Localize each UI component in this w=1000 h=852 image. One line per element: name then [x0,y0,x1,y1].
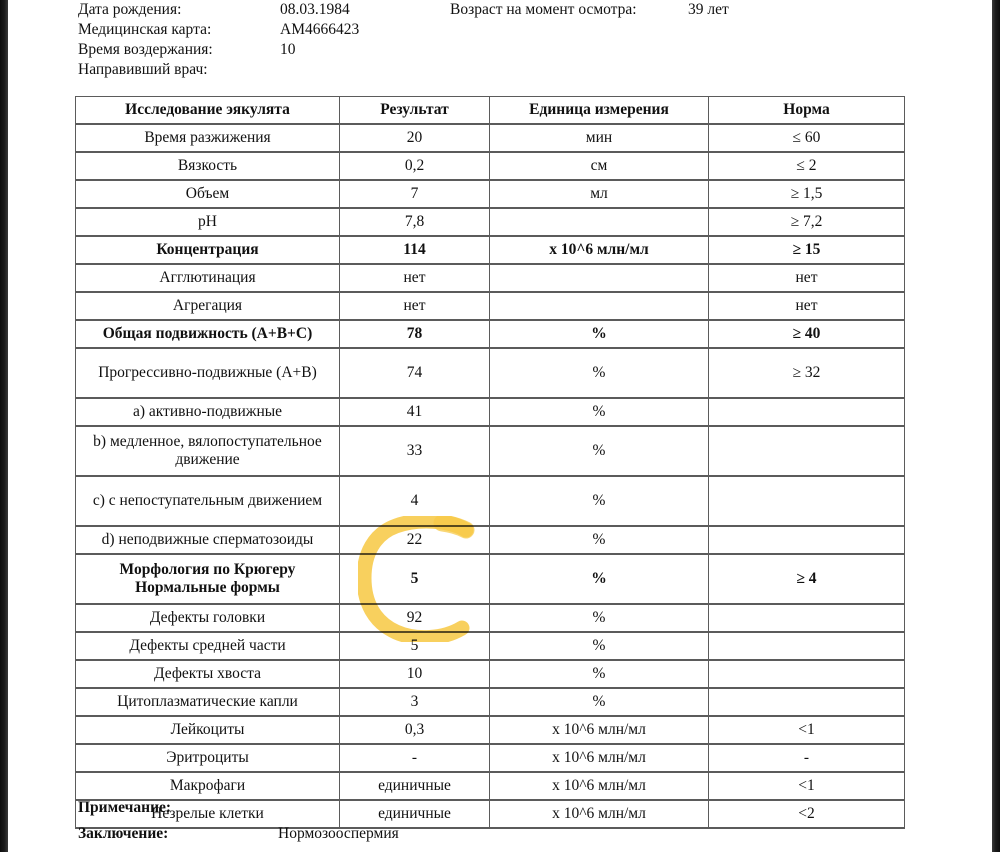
cell-analysis-name: a) активно-подвижные [76,398,340,426]
cell-result: нет [340,292,490,320]
cell-result: 0,2 [340,152,490,180]
cell-analysis-name: Агглютинация [76,264,340,292]
table-row [76,426,905,476]
birthdate-value: 08.03.1984 [280,1,350,18]
cell-result: 33 [340,426,490,476]
cell-norm [709,660,905,688]
cell-result: нет [340,264,490,292]
cell-result: 78 [340,320,490,348]
cell-norm [709,526,905,554]
cell-analysis-name: Незрелые клетки [76,800,340,828]
cell-unit: см [490,152,709,180]
cell-analysis-name: Агрегация [76,292,340,320]
cell-unit: % [490,320,709,348]
cell-unit: x 10^6 млн/мл [490,800,709,828]
cell-analysis-name: Дефекты средней части [76,632,340,660]
cell-unit [490,264,709,292]
patient-meta-block [78,0,908,80]
col-header-unit: Единица измерения [490,97,709,125]
cell-unit: % [490,688,709,716]
note-label: Примечание: [78,799,172,816]
table-row [76,348,905,398]
cell-unit: % [490,660,709,688]
cell-norm [709,632,905,660]
cell-result: 10 [340,660,490,688]
conclusion-value: Нормозооспермия [278,825,399,842]
table-row [76,180,905,208]
table-row [76,208,905,236]
cell-unit [490,208,709,236]
age-label: Возраст на момент осмотра: [450,1,637,18]
abstinence-value: 10 [280,41,296,58]
cell-analysis-name: Прогрессивно-подвижные (А+В) [76,348,340,398]
cell-norm [709,398,905,426]
cell-analysis-name: Время разжижения [76,124,340,152]
cell-norm: ≥ 4 [709,554,905,604]
cell-result: - [340,744,490,772]
cell-unit: % [490,554,709,604]
table-row [76,320,905,348]
table-row [76,292,905,320]
cell-result: 3 [340,688,490,716]
cell-norm: <1 [709,772,905,800]
cell-result: единичные [340,800,490,828]
cell-norm: - [709,744,905,772]
cell-result: 7 [340,180,490,208]
cell-unit: % [490,426,709,476]
cell-analysis-name: Общая подвижность (А+В+С) [76,320,340,348]
meta-row-medical-card [78,20,908,40]
table-row [76,744,905,772]
semen-analysis-table-wrap [75,96,904,829]
cell-norm: ≥ 40 [709,320,905,348]
cell-result: 92 [340,604,490,632]
cell-unit: мл [490,180,709,208]
cell-result: единичные [340,772,490,800]
col-header-result: Результат [340,97,490,125]
cell-result: 22 [340,526,490,554]
cell-analysis-name: Эритроциты [76,744,340,772]
semen-analysis-table [75,96,905,829]
cell-unit: x 10^6 млн/мл [490,772,709,800]
cell-analysis-name: d) неподвижные сперматозоиды [76,526,340,554]
cell-result: 5 [340,554,490,604]
cell-unit: % [490,632,709,660]
table-row [76,526,905,554]
cell-analysis-name: Цитоплазматические капли [76,688,340,716]
table-row [76,660,905,688]
cell-unit: мин [490,124,709,152]
cell-norm: <2 [709,800,905,828]
cell-analysis-name: Лейкоциты [76,716,340,744]
conclusion-label: Заключение: [78,825,169,842]
scan-edge-band-left [0,0,8,852]
cell-norm: нет [709,264,905,292]
document-page [9,0,991,852]
footer-row-conclusion [78,821,778,847]
cell-unit: % [490,476,709,526]
table-row [76,604,905,632]
cell-norm [709,426,905,476]
meta-row-abstinence [78,40,908,60]
table-row [76,124,905,152]
table-header [76,97,905,125]
table-row [76,152,905,180]
cell-unit: % [490,348,709,398]
medical-card-label: Медицинская карта: [78,21,212,38]
cell-norm: ≤ 60 [709,124,905,152]
cell-norm: ≤ 2 [709,152,905,180]
cell-unit [490,292,709,320]
age-value: 39 лет [688,1,729,18]
cell-analysis-name: c) с непоступательным движением [76,476,340,526]
cell-result: 7,8 [340,208,490,236]
document-footer [78,795,778,847]
cell-norm: <1 [709,716,905,744]
cell-norm: нет [709,292,905,320]
table-header-row [76,97,905,125]
col-header-analysis: Исследование эякулята [76,97,340,125]
table-row [76,236,905,264]
cell-unit: % [490,398,709,426]
cell-unit: % [490,526,709,554]
cell-norm [709,604,905,632]
abstinence-label: Время воздержания: [78,41,213,58]
table-row [76,264,905,292]
cell-unit: x 10^6 млн/мл [490,236,709,264]
cell-norm: ≥ 32 [709,348,905,398]
table-row [76,632,905,660]
footer-row-note [78,795,778,821]
cell-result: 20 [340,124,490,152]
table-row [76,716,905,744]
cell-analysis-name: pH [76,208,340,236]
cell-analysis-name: Концентрация [76,236,340,264]
birthdate-label: Дата рождения: [78,1,182,18]
cell-analysis-name: Вязкость [76,152,340,180]
cell-unit: x 10^6 млн/мл [490,716,709,744]
cell-norm: ≥ 7,2 [709,208,905,236]
table-row [76,398,905,426]
cell-analysis-name: Макрофаги [76,772,340,800]
cell-result: 41 [340,398,490,426]
table-row [76,688,905,716]
cell-result: 114 [340,236,490,264]
col-header-norm: Норма [709,97,905,125]
scan-edge-band-right [992,0,1000,852]
cell-unit: % [490,604,709,632]
cell-result: 5 [340,632,490,660]
cell-unit: x 10^6 млн/мл [490,744,709,772]
meta-row-birthdate [78,0,908,20]
medical-card-value: AM4666423 [280,21,360,38]
cell-norm [709,688,905,716]
cell-result: 74 [340,348,490,398]
cell-analysis-name: b) медленное, вялопоступательное движение [76,426,340,476]
cell-result: 0,3 [340,716,490,744]
table-row [76,554,905,604]
table-row [76,476,905,526]
table-body [76,124,905,828]
cell-analysis-name: Объем [76,180,340,208]
cell-norm: ≥ 1,5 [709,180,905,208]
referring-doctor-label: Направивший врач: [78,61,208,78]
cell-result: 4 [340,476,490,526]
cell-analysis-name: Морфология по Крюгеру Нормальные формы [76,554,340,604]
cell-norm [709,476,905,526]
cell-analysis-name: Дефекты головки [76,604,340,632]
meta-row-referring-doctor [78,60,908,80]
cell-analysis-name: Дефекты хвоста [76,660,340,688]
cell-norm: ≥ 15 [709,236,905,264]
